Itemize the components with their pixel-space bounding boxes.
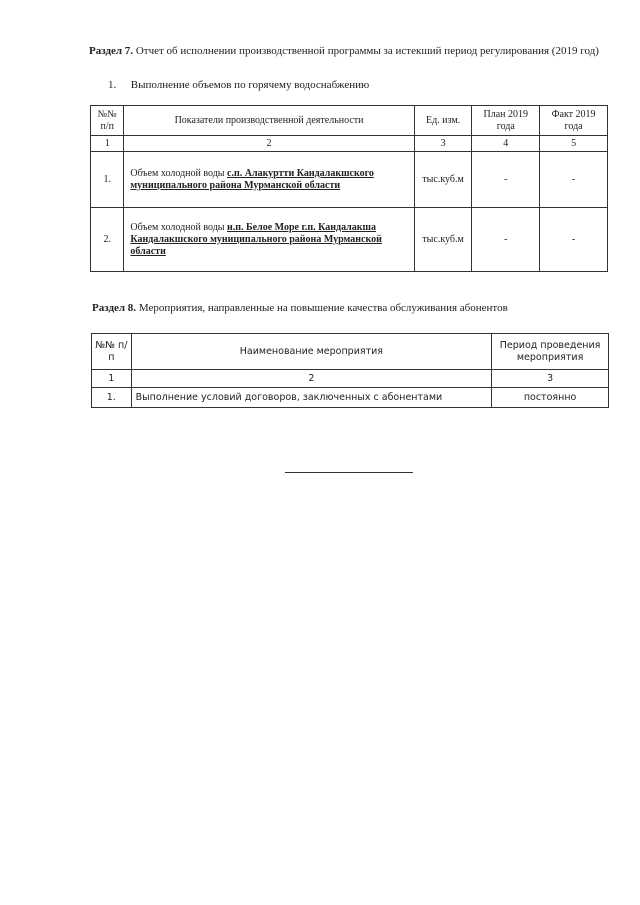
section7-heading <box>89 44 609 59</box>
header-num: №№ п/п <box>91 106 124 136</box>
section7-label: Раздел 7. <box>89 45 134 57</box>
signature-line <box>285 472 413 473</box>
section8-label: Раздел 8. <box>92 302 137 314</box>
row-text-prefix: Объем холодной воды <box>130 167 225 179</box>
section8-heading <box>92 302 508 314</box>
header-plan: План 2019 года <box>472 106 540 136</box>
index-cell: 3 <box>414 136 472 152</box>
section8-title: Мероприятия, направленные на повышение качества обслуживания абонентов <box>138 302 508 314</box>
section7-subitem <box>108 79 369 91</box>
row-period: постоянно <box>492 388 609 408</box>
header-indicator: Показатели производственной деятельности <box>124 106 414 136</box>
row-text-location: н.п. Белое Море г.п. Кандалакша Кандалакшского муниципального района Мурманской области <box>130 221 382 257</box>
section7-title: Отчет об исполнении производственной программы за истекший период регулирования (2019 год) <box>135 45 599 57</box>
table-index-row <box>91 136 608 152</box>
index-cell: 2 <box>124 136 414 152</box>
row-plan: - <box>472 208 540 272</box>
index-cell: 1 <box>92 370 132 388</box>
subitem-number: 1. <box>108 79 117 91</box>
table-header-row <box>91 106 608 136</box>
table-header-row <box>92 334 609 370</box>
row-text-location: с.п. Алакуртти Кандалакшского муниципального района Мурманской области <box>130 167 374 191</box>
row-num: 1. <box>92 388 132 408</box>
table-row <box>91 152 608 208</box>
header-unit: Ед. изм. <box>414 106 472 136</box>
row-unit: тыс.куб.м <box>414 208 472 272</box>
table-row <box>91 208 608 272</box>
row-indicator <box>124 208 414 272</box>
row-fact: - <box>540 152 608 208</box>
row-indicator <box>124 152 414 208</box>
index-cell: 3 <box>492 370 609 388</box>
index-cell: 4 <box>472 136 540 152</box>
row-text-prefix: Объем холодной воды <box>130 221 225 233</box>
header-activity: Наименование мероприятия <box>131 334 492 370</box>
row-activity: Выполнение условий договоров, заключенных с абонентами <box>131 388 492 408</box>
header-period: Период проведения мероприятия <box>492 334 609 370</box>
index-cell: 5 <box>540 136 608 152</box>
row-unit: тыс.куб.м <box>414 152 472 208</box>
index-cell: 1 <box>91 136 124 152</box>
row-num: 1. <box>91 152 124 208</box>
row-plan: - <box>472 152 540 208</box>
header-num: №№ п/п <box>92 334 132 370</box>
header-fact: Факт 2019 года <box>540 106 608 136</box>
table-index-row <box>92 370 609 388</box>
section7-table <box>90 105 608 272</box>
section8-table <box>91 333 609 408</box>
index-cell: 2 <box>131 370 492 388</box>
table-row <box>92 388 609 408</box>
row-fact: - <box>540 208 608 272</box>
row-num: 2. <box>91 208 124 272</box>
subitem-text: Выполнение объемов по горячему водоснабжению <box>130 79 370 91</box>
